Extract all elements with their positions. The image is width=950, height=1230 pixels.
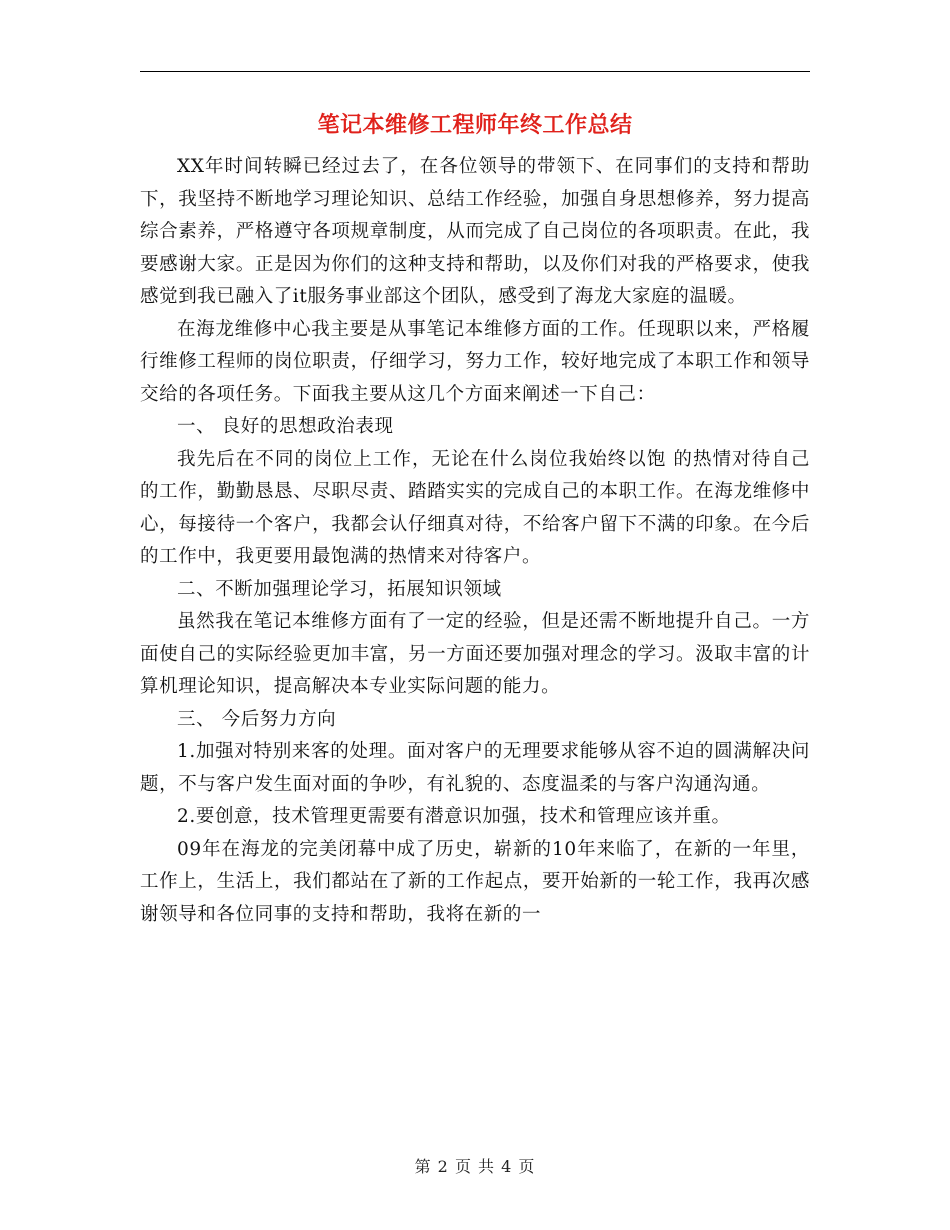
section-heading-1: 一、 良好的思想政治表现 xyxy=(177,416,394,437)
section-heading-2: 二、不断加强理论学习，拓展知识领域 xyxy=(177,578,502,600)
list-item-1: 1.加强对特别来客的处理。面对客户的无理要求能够从容不迫的圆满解决问题，不与客户发生面对面的争吵，有礼貌的、态度温柔的与客户沟通沟通。 xyxy=(140,741,810,795)
document-body xyxy=(140,151,810,931)
paragraph-work-overview: 在海龙维修中心我主要是从事笔记本维修方面的工作。任现职以来，严格履行维修工程师的岗位职责，仔细学习，努力工作，较好地完成了本职工作和领导交给的各项任务。下面我主要从这几个方面来阐述一下自己： xyxy=(140,318,810,405)
document-title: 笔记本维修工程师年终工作总结 xyxy=(317,112,633,138)
paragraph-closing: 09年在海龙的完美闭幕中成了历史，崭新的10年来临了，在新的一年里，工作上，生活上，我们都站在了新的工作起点，要开始新的一轮工作，我再次感谢领导和各位同事的支持和帮助，我将在新的一 xyxy=(140,838,810,925)
page-number: 第 2 页 共 4 页 xyxy=(414,1157,536,1176)
list-item-2: 2.要创意，技术管理更需要有潜意识加强，技术和管理应该并重。 xyxy=(177,806,731,827)
section-heading-3: 三、 今后努力方向 xyxy=(177,708,337,730)
paragraph-section-1: 我先后在不同的岗位上工作，无论在什么岗位我始终以饱 的热情对待自己的工作，勤勤恳恳、尽职尽责、踏踏实实的完成自己的本职工作。在海龙维修中心，每接待一个客户，我都会认仔细真对待，不给客户留下不满的印象。在今后的工作中，我更要用最饱满的热情来对待客户。 xyxy=(140,448,810,567)
paragraph-section-2: 虽然我在笔记本维修方面有了一定的经验，但是还需不断地提升自己。一方面使自己的实际经验更加丰富，另一方面还要加强对理念的学习。汲取丰富的计算机理论知识，提高解决本专业实际问题的能力。 xyxy=(140,611,810,697)
header-rule xyxy=(140,71,810,72)
paragraph-intro: XX年时间转瞬已经过去了，在各位领导的带领下、在同事们的支持和帮助下，我坚持不断地学习理论知识、总结工作经验，加强自身思想修养，努力提高综合素养，严格遵守各项规章制度，从而完成了自己岗位的各项职责。在此，我要感谢大家。正是因为你们的这种支持和帮助，以及你们对我的严格要求，使我感觉到我已融入了it服务事业部这个团队，感受到了海龙大家庭的温暖。 xyxy=(140,156,810,307)
